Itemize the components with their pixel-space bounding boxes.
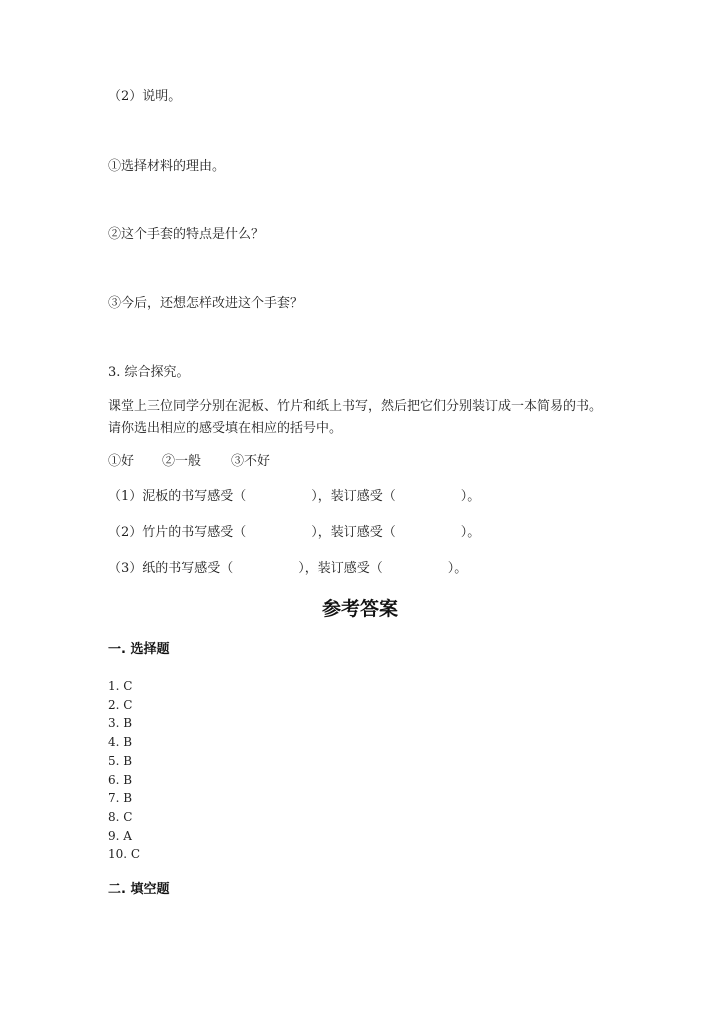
section-choice-heading: 一. 选择题 [108,642,170,657]
answer-key-title: 参考答案 [321,598,398,620]
fill-line-paper: （3）纸的书写感受（ ），装订感受（ ）。 [108,561,468,576]
sub-question-1: ①选择材料的理由。 [108,159,226,174]
option-average: ②一般 [162,454,202,469]
question-3-heading: 3. 综合探究。 [108,365,190,380]
sub-question-3: ③今后，还想怎样改进这个手套？ [108,296,304,311]
answer-item: 2. C [108,697,133,712]
question-3-body: 课堂上三位同学分别在泥板、竹片和纸上书写，然后把它们分别装订成一本简易的书。请你选出相应的感受填在相应的括号中。 [108,399,603,436]
option-list [108,453,270,471]
sub-question-2: ②这个手套的特点是什么？ [108,227,265,242]
answer-item: 9. A [108,828,132,843]
answer-item: 5. B [108,753,133,768]
fill-line-bamboo: （2）竹片的书写感受（ ），装订感受（ ）。 [108,525,481,540]
part2-heading: （2）说明。 [108,89,182,104]
section-fill-heading: 二. 填空题 [108,882,170,897]
answer-item: 3. B [108,716,133,731]
answer-item: 7. B [108,791,133,806]
choice-answer-list [108,677,140,864]
option-bad: ③不好 [231,454,271,469]
answer-item: 6. B [108,772,133,787]
option-good: ①好 [108,454,135,469]
answer-item: 4. B [108,735,133,750]
answer-item: 8. C [108,809,133,824]
answer-item: 1. C [108,679,133,693]
fill-line-clay: （1）泥板的书写感受（ ），装订感受（ ）。 [108,489,481,504]
answer-item: 10. C [108,847,141,862]
